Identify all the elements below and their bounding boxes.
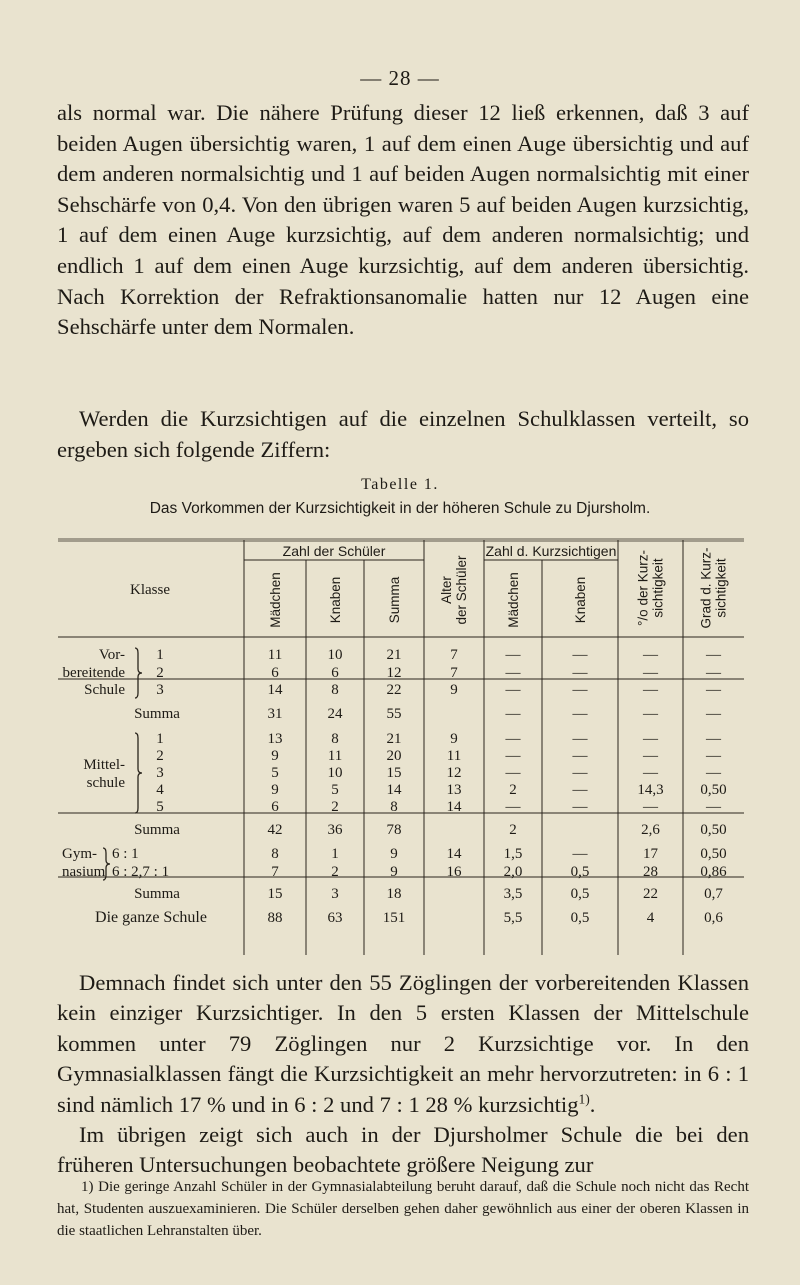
mittelschule-row-4-maedchen: 9	[271, 782, 279, 798]
total-row-maedchen: 88	[267, 910, 283, 926]
mittelschule-row-3-summa: 15	[386, 765, 402, 781]
vorschule-row-2-k_knaben: —	[572, 665, 588, 681]
mittelschule-row-2-knaben: 11	[327, 748, 343, 764]
vorschule-summa-prozent: —	[643, 706, 658, 722]
total-row-prozent: 4	[646, 910, 655, 926]
gymnasium-row-2-prozent: 28	[643, 864, 658, 880]
footnote	[57, 1177, 749, 1242]
header-maedchen: Mädchen	[268, 572, 283, 628]
vorschule-row-3-prozent: —	[643, 682, 658, 698]
header-kurz-knaben: Knaben	[573, 576, 588, 624]
mittelschule-row-2-summa: 20	[386, 748, 402, 764]
mittelschule-row-4-knaben: 5	[331, 782, 339, 798]
vorschule-row-2-k_maedchen: —	[505, 665, 521, 681]
vorschule-row-2-klasse: 2	[156, 665, 164, 681]
total-label: Die ganze Schule	[95, 909, 207, 926]
page-number: — 28 —	[360, 66, 440, 90]
vorschule-row-3-k_knaben: —	[572, 682, 588, 698]
vorschule-row-1-prozent: —	[643, 647, 658, 663]
vorschule-row-1-grad: —	[706, 647, 721, 663]
mittelschule-row-1-summa: 21	[386, 731, 402, 747]
table-cells	[62, 543, 729, 926]
mittelschule-row-5-knaben: 2	[331, 799, 339, 815]
header-prozent-1: °/o der Kurz-	[635, 550, 651, 626]
footnote-text: Die geringe Anzahl Schüler in der Gymnasialabteilung beruht darauf, daß die Schule noch nicht das Recht hat, Studenten auszuexaminieren. Die Schüler derselben gehen daher gewöhnlich aus einer der oberen Klassen in die staatlichen Lehranstalten über.	[57, 1179, 750, 1239]
header-group-schueler: Zahl der Schüler	[282, 543, 386, 559]
mittelschule-row-1-prozent: —	[643, 731, 658, 747]
total-row-grad: 0,6	[704, 910, 723, 926]
vorschule-row-1-alter: 7	[450, 647, 458, 663]
vorschule-label-1: Vor-	[98, 647, 125, 663]
mittelschule-row-3-prozent: —	[643, 765, 658, 781]
vorschule-row-3-klasse: 3	[156, 682, 164, 698]
gymnasium-summa-summa: 18	[386, 886, 402, 902]
gymnasium-summa-k_maedchen: 3,5	[503, 886, 523, 902]
mittelschule-row-5-prozent: —	[643, 799, 658, 815]
gymnasium-row-2-knaben: 2	[331, 864, 339, 880]
mittelschule-row-1-maedchen: 13	[267, 731, 283, 747]
vorschule-row-1-k_knaben: —	[572, 647, 588, 663]
vorschule-summa-k_maedchen: —	[505, 706, 521, 722]
mittelschule-row-3-klasse: 3	[156, 765, 164, 781]
mittelschule-row-5-k_knaben: —	[572, 799, 588, 815]
header-klasse: Klasse	[130, 582, 170, 598]
mittelschule-row-2-klasse: 2	[156, 748, 164, 764]
body-paragraph-continued: Im übrigen zeigt sich auch in der Djursholmer Schule die bei den früheren Untersuchungen beobachtete größere Neigung zur	[57, 1122, 749, 1178]
intro-paragraph: als normal war. Die nähere Prüfung dieser 12 ließ erkennen, daß 3 auf beiden Augen übersichtig waren, 1 auf dem einen Auge übersichtig und auf dem anderen normalsichtig und 1 auf beiden Augen normalsichtig mit einer Sehschärfe von 0,4. Von den übrigen waren 5 auf beiden Augen kurzsichtig, 1 auf dem einen Auge kurzsichtig, auf dem anderen normalsichtig; und endlich 1 auf dem einen Auge kurzsichtig, auf dem anderen übersichtig. Nach Korrektion der Refraktionsanomalie hatten nur 12 Augen eine Sehschärfe unter dem Normalen.	[57, 100, 749, 340]
mittelschule-row-4-k_maedchen: 2	[509, 782, 517, 798]
gymnasium-row-2-alter: 16	[446, 864, 462, 880]
mittelschule-summa-k_maedchen: 2	[509, 822, 517, 838]
vorschule-row-1-knaben: 10	[327, 647, 343, 663]
gymnasium-row-1-maedchen: 8	[271, 846, 279, 862]
total-row-k_knaben: 0,5	[570, 910, 590, 926]
vorschule-label-2: bereitende	[62, 665, 125, 681]
mittelschule-row-2-maedchen: 9	[271, 748, 279, 764]
gymnasium-row-1-summa: 9	[390, 846, 398, 862]
gymnasium-row-2-k_knaben: 0,5	[570, 864, 590, 880]
vorschule-summa-label: Summa	[134, 706, 180, 722]
vorschule-row-2-knaben: 6	[331, 665, 339, 681]
mittelschule-label-1: Mittel-	[83, 757, 125, 773]
gymnasium-label-1: Gym-	[62, 846, 97, 862]
gymnasium-row-2-klasse: 6 : 2,7 : 1	[112, 864, 170, 880]
mittelschule-row-1-alter: 9	[450, 731, 458, 747]
vorschule-summa-knaben: 24	[327, 706, 343, 722]
mittelschule-row-1-grad: —	[706, 731, 721, 747]
mittelschule-row-1-klasse: 1	[156, 731, 164, 747]
mittelschule-row-4-summa: 14	[386, 782, 402, 798]
total-row-knaben: 63	[327, 910, 343, 926]
mittelschule-row-4-klasse: 4	[156, 782, 164, 798]
mittelschule-row-2-prozent: —	[643, 748, 658, 764]
mittelschule-row-5-maedchen: 6	[271, 799, 279, 815]
mittelschule-row-2-k_maedchen: —	[505, 748, 521, 764]
gymnasium-label-2: nasium	[62, 864, 106, 880]
gymnasium-row-1-grad: 0,50	[700, 846, 727, 862]
gymnasium-row-1-k_knaben: —	[572, 846, 588, 862]
body-paragraph: Demnach findet sich unter den 55 Zöglingen der vorbereitenden Klassen kein einziger Kurzsichtiger. In den 5 ersten Klassen der Mittelschule kommen unter 79 Zöglingen nur 2 Kurzsichtige vor. In den Gymnasialklassen fängt die Kurzsichtigkeit an mehr hervorzutreten: in 6 : 1 sind nämlich 17 % und in 6 : 2 und 7 : 1 28 % kurzsichtig$^{1)}$. Im übrigen zeigt sich auch in der Djursholmer Schule die bei den früheren Untersuchungen beobachtete größere Neigung zur	[57, 970, 749, 1178]
header-summa: Summa	[387, 576, 402, 624]
mittelschule-row-3-alter: 12	[446, 765, 462, 781]
vorschule-row-3-knaben: 8	[331, 682, 339, 698]
header-grad-1: Grad d. Kurz-	[698, 547, 714, 629]
mittelschule-row-1-k_maedchen: —	[505, 731, 521, 747]
gymnasium-row-1-prozent: 17	[643, 846, 658, 862]
gymnasium-summa-prozent: 22	[643, 886, 658, 902]
mittelschule-row-5-k_maedchen: —	[505, 799, 521, 815]
gymnasium-summa-label: Summa	[134, 886, 180, 902]
header-kurz-maedchen: Mädchen	[506, 572, 521, 628]
gymnasium-row-1-klasse: 6 : 1	[112, 846, 139, 862]
mittelschule-summa-prozent: 2,6	[641, 822, 660, 838]
vorschule-row-3-summa: 22	[386, 682, 402, 698]
vorschule-label-3: Schule	[84, 682, 125, 698]
footnote-number: 1)	[81, 1179, 94, 1195]
gymnasium-row-1-alter: 14	[446, 846, 462, 862]
mittelschule-summa-label: Summa	[134, 822, 180, 838]
vorschule-row-1-klasse: 1	[156, 647, 164, 663]
table-caption: Das Vorkommen der Kurzsichtigkeit in der höheren Schule zu Djursholm.	[149, 500, 651, 517]
mittelschule-row-4-k_knaben: —	[572, 782, 588, 798]
body-paragraph-text: Demnach findet sich unter den 55 Zöglingen der vorbereitenden Klassen kein einziger Kurzsichtiger. In den 5 ersten Klassen der Mittelschule kommen unter 79 Zöglingen nur 2 Kurzsichtige vor. In den Gymnasialklassen fängt die Kurzsichtigkeit an mehr hervorzutreten: in 6 : 1 sind nämlich 17 % und in 6 : 2 und 7 : 1 28 % kurzsichtig	[57, 970, 749, 1117]
vorschule-row-3-k_maedchen: —	[505, 682, 521, 698]
gymnasium-row-1-k_maedchen: 1,5	[503, 846, 523, 862]
mittelschule-row-5-grad: —	[706, 799, 721, 815]
mittelschule-summa-summa: 78	[386, 822, 402, 838]
gymnasium-summa-maedchen: 15	[267, 886, 283, 902]
mittelschule-row-5-klasse: 5	[156, 799, 164, 815]
lead-paragraph: Werden die Kurzsichtigen auf die einzelnen Schulklassen verteilt, so ergeben sich folgende Ziffern:	[57, 406, 749, 462]
gymnasium-row-2-maedchen: 7	[271, 864, 279, 880]
mittelschule-summa-knaben: 36	[327, 822, 343, 838]
gymnasium-row-2-k_maedchen: 2,0	[503, 864, 523, 880]
header-knaben: Knaben	[328, 576, 343, 624]
total-row-k_maedchen: 5,5	[503, 910, 523, 926]
mittelschule-label-2: schule	[86, 775, 125, 791]
mittelschule-row-5-summa: 8	[390, 799, 398, 815]
mittelschule-row-1-k_knaben: —	[572, 731, 588, 747]
mittelschule-row-3-knaben: 10	[327, 765, 343, 781]
mittelschule-row-4-alter: 13	[446, 782, 462, 798]
gymnasium-summa-knaben: 3	[331, 886, 339, 902]
mittelschule-row-3-k_maedchen: —	[505, 765, 521, 781]
vorschule-summa-k_knaben: —	[572, 706, 588, 722]
header-alter-2: der Schüler	[454, 555, 469, 625]
gymnasium-row-2-summa: 9	[390, 864, 398, 880]
mittelschule-row-2-k_knaben: —	[572, 748, 588, 764]
header-group-kurz: Zahl d. Kurzsichtigen	[485, 543, 617, 559]
header-grad-2: sichtigkeit	[713, 558, 729, 618]
mittelschule-row-3-grad: —	[706, 765, 721, 781]
mittelschule-summa-maedchen: 42	[267, 822, 283, 838]
vorschule-row-2-grad: —	[706, 665, 721, 681]
vorschule-brace	[135, 648, 142, 698]
vorschule-row-1-maedchen: 11	[267, 647, 283, 663]
vorschule-summa-summa: 55	[386, 706, 402, 722]
vorschule-row-3-maedchen: 14	[267, 682, 283, 698]
mittelschule-row-1-knaben: 8	[331, 731, 339, 747]
footnote-marker: 1)	[578, 1091, 590, 1107]
mittelschule-row-2-alter: 11	[446, 748, 462, 764]
mittelschule-row-4-grad: 0,50	[700, 782, 727, 798]
mittelschule-row-3-maedchen: 5	[271, 765, 279, 781]
total-row-summa: 151	[382, 910, 406, 926]
vorschule-row-1-k_maedchen: —	[505, 647, 521, 663]
gymnasium-row-2-grad: 0,86	[700, 864, 727, 880]
vorschule-row-2-maedchen: 6	[271, 665, 279, 681]
mittelschule-summa-grad: 0,50	[700, 822, 727, 838]
table-label: Tabelle 1.	[361, 476, 439, 493]
vorschule-row-1-summa: 21	[386, 647, 402, 663]
vorschule-row-2-alter: 7	[450, 665, 458, 681]
mittelschule-brace	[135, 733, 142, 813]
header-prozent-2: sichtigkeit	[650, 558, 666, 618]
header-alter-1: Alter	[439, 576, 454, 604]
gymnasium-summa-k_knaben: 0,5	[570, 886, 590, 902]
vorschule-summa-grad: —	[706, 706, 721, 722]
gymnasium-row-1-knaben: 1	[331, 846, 339, 862]
vorschule-row-2-summa: 12	[386, 665, 402, 681]
mittelschule-row-4-prozent: 14,3	[637, 782, 664, 798]
mittelschule-row-2-grad: —	[706, 748, 721, 764]
vorschule-row-2-prozent: —	[643, 665, 658, 681]
gymnasium-summa-grad: 0,7	[704, 886, 723, 902]
vorschule-row-3-grad: —	[706, 682, 721, 698]
mittelschule-row-5-alter: 14	[446, 799, 462, 815]
mittelschule-row-3-k_knaben: —	[572, 765, 588, 781]
vorschule-row-3-alter: 9	[450, 682, 458, 698]
vorschule-summa-maedchen: 31	[267, 706, 283, 722]
